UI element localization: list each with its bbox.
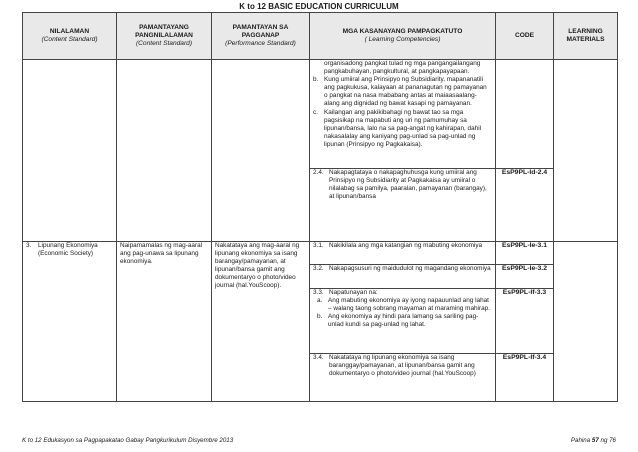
competency-text: Nakikilala ang mga katangian ng mabuting ekonomiya [329, 242, 483, 249]
list-item [313, 313, 492, 329]
footer-page-current: 57 [591, 437, 599, 444]
section-content: Lipunang Ekonomiya (Economic Society) [38, 242, 98, 258]
competency-text: Napatunayan na: [329, 289, 378, 296]
competency-number: 2.4. [313, 169, 324, 176]
list-text: Kung umiiral ang Prinsipyo ng Subsidiarity, mapananatili ang pagkukusa, kalayaan at pananagutan ng pamayanan o pangkat na nasa mababang antas at maiaasaalang-alang ang dignidad ng bawat kasapi ng pamayanan. [324, 76, 487, 108]
cell-competency-3-2 [310, 265, 496, 289]
header-content-sub: (Content Standard) [41, 36, 98, 43]
cell-content-standard-3: Naipamamalas ng mag-aaral ang pag-unawa sa lipunang ekonomiya. [117, 242, 212, 402]
list-item [313, 297, 492, 313]
cell-competency-2-4 [310, 169, 496, 242]
header-competencies-title: MGA KASANAYANG PAMPAGKATUTO [342, 28, 463, 35]
cell-content-standard-empty [117, 60, 212, 242]
list-letter: a. [317, 297, 323, 305]
list-text: Ang mabuting ekonomiya ay iyong napauunlad ang lahat – walang taong sobrang mayaman at maraming mahirap. [328, 297, 490, 313]
code-3-4: EsP9PL-If-3.4 [496, 354, 554, 402]
cell-performance-standard-3: Nakatataya ang mag-aaral ng lipunang ekonomiya sa isang barangay/pamayanan, at lipunan/bansa gamit ang dokumentaryo o photo/video journal (hal.YouScoop). [212, 242, 310, 402]
header-performance-standard [212, 13, 310, 60]
curriculum-table [22, 12, 618, 402]
code-3-2: EsP9PL-Ie-3.2 [496, 265, 554, 289]
table-row [23, 60, 618, 169]
footer-document-title: K to 12 Edukasyon sa Pagpapakatao Gabay Pangkurikulum Disyembre 2013 [22, 437, 234, 444]
competency-number: 3.2. [313, 265, 324, 272]
competency-number: 3.4. [313, 354, 324, 361]
cell-content-empty [23, 60, 117, 242]
competency-number: 3.1. [313, 242, 324, 249]
header-competencies-sub: ( Learning Competencies) [364, 36, 441, 43]
list-item [313, 76, 492, 108]
footer-page-number [571, 437, 616, 444]
table-header-row [23, 13, 618, 60]
list-text: Ang ekonomiya ay hindi para lamang sa sariling pag-unlad kundi sa pag-unlad ng lahat. [328, 313, 479, 329]
competency-text: Nakatataya ng lipunang ekonomiya sa isang baranggay/pamayanan, at lipunan/bansa gamit ang dokumentaryo o photo/video journal (hal.YouScoop) [329, 354, 476, 378]
page-footer [22, 437, 616, 444]
cell-materials-empty [554, 60, 618, 242]
section-number: 3. [26, 242, 32, 249]
competency-number: 3.3. [313, 289, 324, 296]
list-letter: b. [313, 76, 319, 84]
cell-performance-standard-empty [212, 60, 310, 242]
table-row [23, 242, 618, 265]
list-letter: c. [313, 108, 318, 116]
cell-competency-continuation [310, 60, 496, 169]
continuation-intro: organisadong pangkat tulad ng mga pangangailangang pangkabuhayan, pangkultural, at pangkapayapaan. [324, 60, 481, 76]
header-content-title: NILALAMAN [49, 28, 90, 35]
cell-content-lipunang-ekonomiya [23, 242, 117, 402]
list-text: Kailangan ang pakikibahagi ng bawat tao sa mga pagsisikap na mapabuti ang uri ng pamumuhay sa lipunan/bansa, lalo na sa pag-angat ng kahirapan, dahil nakasalalay ang kaniyang pag-unlad sa pag-unlad ng lipunan (Prinsipyo ng Pagkakaisa). [324, 108, 482, 148]
cell-competency-3-3 [310, 289, 496, 354]
cell-materials-empty [554, 242, 618, 402]
header-content-standard-title: PAMANTAYANG PANGNILALAMAN [135, 24, 193, 39]
cell-code-empty [496, 60, 554, 169]
footer-page-suffix: ng 76 [600, 437, 616, 444]
header-materials: LEARNING MATERIALS [554, 13, 618, 60]
page-title: K to 12 BASIC EDUCATION CURRICULUM [239, 2, 399, 11]
code-3-3: EsP9PL-If-3.3 [496, 289, 554, 354]
header-content [23, 13, 117, 60]
cell-competency-3-1 [310, 242, 496, 265]
list-letter: b. [317, 313, 323, 321]
header-content-standard [117, 13, 212, 60]
competency-text: Nakapagsusuri ng maidudulot ng magandang ekonomiya [329, 265, 491, 272]
cell-competency-3-4 [310, 354, 496, 402]
footer-page-prefix: Pahina [570, 437, 591, 444]
code-2-4: EsP9PL-Id-2.4 [496, 169, 554, 242]
header-performance-standard-title: PAMANTAYAN SA PAGGANAP [232, 24, 289, 39]
code-3-1: EsP9PL-Ie-3.1 [496, 242, 554, 265]
competency-text: Nakapagtataya o nakapaghuhusga kung umiiral ang Prinsipyo ng Subsidiarity at Pagkakaisa ay umiiral o nilalabag sa pamilya, paaralan, pamayanan (barangay), at lipunan/bansa [329, 169, 487, 201]
header-content-standard-sub: (Content Standard) [135, 40, 193, 47]
header-code: CODE [496, 13, 554, 60]
list-item [313, 109, 492, 149]
header-performance-standard-sub: (Performance Standard) [225, 40, 296, 47]
header-competencies [310, 13, 496, 60]
